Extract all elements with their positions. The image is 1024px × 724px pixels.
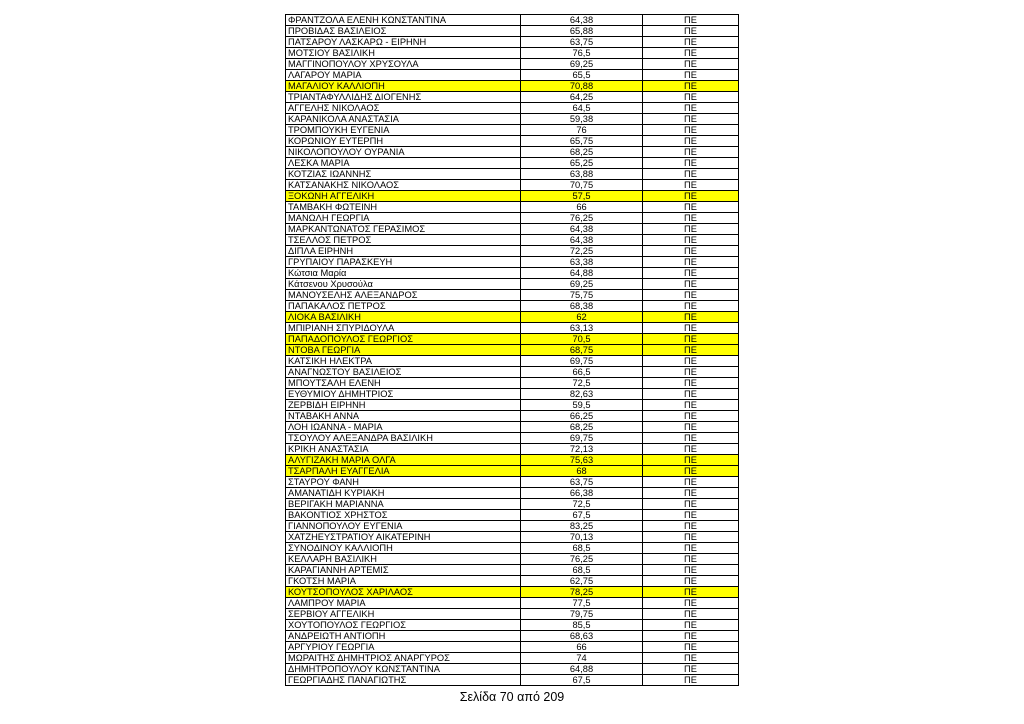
score-cell: 69,75: [521, 356, 643, 367]
results-table-body: [286, 15, 739, 686]
category-cell: ΠΕ: [643, 103, 739, 114]
name-cell: ΚΟΤΖΙΑΣ ΙΩΑΝΝΗΣ: [286, 169, 521, 180]
table-row-highlighted: [286, 466, 739, 477]
category-cell: ΠΕ: [643, 37, 739, 48]
category-cell: ΠΕ: [643, 312, 739, 323]
name-cell: ΚΟΡΩΝΙΟΥ ΕΥΤΕΡΠΗ: [286, 136, 521, 147]
name-cell: ΧΟΥΤΟΠΟΥΛΟΣ ΓΕΩΡΓΙΟΣ: [286, 620, 521, 631]
name-cell: ΑΛΥΓΙΖΑΚΗ ΜΑΡΙΑ ΟΛΓΑ: [286, 455, 521, 466]
name-cell: ΛΑΓΑΡΟΥ ΜΑΡΙΑ: [286, 70, 521, 81]
score-cell: 68,63: [521, 631, 643, 642]
category-cell: ΠΕ: [643, 257, 739, 268]
score-cell: 65,5: [521, 70, 643, 81]
name-cell: ΤΡΙΑΝΤΑΦΥΛΛΙΔΗΣ ΔΙΟΓΕΝΗΣ: [286, 92, 521, 103]
category-cell: ΠΕ: [643, 15, 739, 26]
category-cell: ΠΕ: [643, 92, 739, 103]
name-cell: ΦΡΑΝΤΖΟΛΑ ΕΛΕΝΗ ΚΩΝΣΤΑΝΤΙΝΑ: [286, 15, 521, 26]
table-row: [286, 499, 739, 510]
table-row: [286, 675, 739, 686]
score-cell: 65,75: [521, 136, 643, 147]
name-cell: ΖΕΡΒΙΔΗ ΕΙΡΗΝΗ: [286, 400, 521, 411]
category-cell: ΠΕ: [643, 125, 739, 136]
category-cell: ΠΕ: [643, 675, 739, 686]
table-row: [286, 422, 739, 433]
category-cell: ΠΕ: [643, 246, 739, 257]
name-cell: ΜΑΓΑΛΙΟΥ ΚΑΛΛΙΟΠΗ: [286, 81, 521, 92]
table-row: [286, 180, 739, 191]
table-row-highlighted: [286, 81, 739, 92]
name-cell: ΚΕΛΛΑΡΗ ΒΑΣΙΛΙΚΗ: [286, 554, 521, 565]
category-cell: ΠΕ: [643, 224, 739, 235]
score-cell: 70,75: [521, 180, 643, 191]
score-cell: 78,25: [521, 587, 643, 598]
table-row: [286, 565, 739, 576]
results-table: [285, 14, 739, 686]
category-cell: ΠΕ: [643, 378, 739, 389]
table-row: [286, 400, 739, 411]
score-cell: 74: [521, 653, 643, 664]
table-row: [286, 290, 739, 301]
category-cell: ΠΕ: [643, 444, 739, 455]
table-row: [286, 235, 739, 246]
score-cell: 76,5: [521, 48, 643, 59]
score-cell: 68,25: [521, 147, 643, 158]
category-cell: ΠΕ: [643, 455, 739, 466]
score-cell: 64,5: [521, 103, 643, 114]
score-cell: 75,75: [521, 290, 643, 301]
table-row-highlighted: [286, 312, 739, 323]
name-cell: ΒΑΚΟΝΤΙΟΣ ΧΡΗΣΤΟΣ: [286, 510, 521, 521]
score-cell: 66,38: [521, 488, 643, 499]
category-cell: ΠΕ: [643, 334, 739, 345]
score-cell: 63,75: [521, 477, 643, 488]
score-cell: 72,5: [521, 378, 643, 389]
name-cell: ΜΩΡΑΙΤΗΣ ΔΗΜΗΤΡΙΟΣ ΑΝΑΡΓΥΡΟΣ: [286, 653, 521, 664]
score-cell: 57,5: [521, 191, 643, 202]
category-cell: ΠΕ: [643, 70, 739, 81]
score-cell: 68,75: [521, 345, 643, 356]
table-row-highlighted: [286, 587, 739, 598]
score-cell: 72,5: [521, 499, 643, 510]
name-cell: Κώτσια Μαρία: [286, 268, 521, 279]
table-row: [286, 554, 739, 565]
table-row: [286, 367, 739, 378]
category-cell: ΠΕ: [643, 235, 739, 246]
table-row: [286, 257, 739, 268]
score-cell: 67,5: [521, 510, 643, 521]
category-cell: ΠΕ: [643, 323, 739, 334]
table-row: [286, 147, 739, 158]
name-cell: ΜΠΟΥΤΣΑΛΗ ΕΛΕΝΗ: [286, 378, 521, 389]
score-cell: 63,13: [521, 323, 643, 334]
table-row-highlighted: [286, 191, 739, 202]
score-cell: 68,5: [521, 565, 643, 576]
category-cell: ΠΕ: [643, 620, 739, 631]
table-row: [286, 301, 739, 312]
table-row: [286, 576, 739, 587]
category-cell: ΠΕ: [643, 532, 739, 543]
table-row: [286, 389, 739, 400]
category-cell: ΠΕ: [643, 631, 739, 642]
category-cell: ΠΕ: [643, 510, 739, 521]
score-cell: 79,75: [521, 609, 643, 620]
score-cell: 65,88: [521, 26, 643, 37]
table-row: [286, 378, 739, 389]
score-cell: 64,25: [521, 92, 643, 103]
category-cell: ΠΕ: [643, 169, 739, 180]
name-cell: ΑΡΓΥΡΙΟΥ ΓΕΩΡΓΙΑ: [286, 642, 521, 653]
name-cell: ΝΤΟΒΑ ΓΕΩΡΓΙΑ: [286, 345, 521, 356]
page-number-footer: Σελίδα 70 από 209: [459, 690, 565, 704]
name-cell: ΧΑΤΖΗΕΥΣΤΡΑΤΙΟΥ ΑΙΚΑΤΕΡΙΝΗ: [286, 532, 521, 543]
category-cell: ΠΕ: [643, 367, 739, 378]
score-cell: 67,5: [521, 675, 643, 686]
name-cell: ΜΠΙΡΙΑΝΗ ΣΠΥΡΙΔΟΥΛΑ: [286, 323, 521, 334]
score-cell: 72,13: [521, 444, 643, 455]
table-row-highlighted: [286, 455, 739, 466]
score-cell: 70,88: [521, 81, 643, 92]
category-cell: ΠΕ: [643, 653, 739, 664]
table-row: [286, 477, 739, 488]
category-cell: ΠΕ: [643, 202, 739, 213]
score-cell: 69,25: [521, 279, 643, 290]
score-cell: 85,5: [521, 620, 643, 631]
table-row: [286, 543, 739, 554]
category-cell: ΠΕ: [643, 345, 739, 356]
score-cell: 75,63: [521, 455, 643, 466]
table-row: [286, 202, 739, 213]
category-cell: ΠΕ: [643, 477, 739, 488]
category-cell: ΠΕ: [643, 389, 739, 400]
name-cell: Κάτσενου Χρυσούλα: [286, 279, 521, 290]
name-cell: ΓΕΩΡΓΙΑΔΗΣ ΠΑΝΑΓΙΩΤΗΣ: [286, 675, 521, 686]
table-row: [286, 279, 739, 290]
category-cell: ΠΕ: [643, 81, 739, 92]
table-row: [286, 411, 739, 422]
name-cell: ΞΟΚΩΝΗ ΑΓΓΕΛΙΚΗ: [286, 191, 521, 202]
table-row: [286, 488, 739, 499]
table-row: [286, 510, 739, 521]
score-cell: 63,88: [521, 169, 643, 180]
category-cell: ΠΕ: [643, 521, 739, 532]
name-cell: ΜΑΓΓΙΝΟΠΟΥΛΟΥ ΧΡΥΣΟΥΛΑ: [286, 59, 521, 70]
name-cell: ΠΑΠΑΔΟΠΟΥΛΟΣ ΓΕΩΡΓΙΟΣ: [286, 334, 521, 345]
category-cell: ΠΕ: [643, 290, 739, 301]
category-cell: ΠΕ: [643, 114, 739, 125]
category-cell: ΠΕ: [643, 499, 739, 510]
table-row: [286, 26, 739, 37]
category-cell: ΠΕ: [643, 609, 739, 620]
score-cell: 70,13: [521, 532, 643, 543]
name-cell: ΤΡΟΜΠΟΥΚΗ ΕΥΓΕΝΙΑ: [286, 125, 521, 136]
score-cell: 66: [521, 202, 643, 213]
name-cell: ΜΑΝΩΛΗ ΓΕΩΡΓΙΑ: [286, 213, 521, 224]
score-cell: 77,5: [521, 598, 643, 609]
name-cell: ΒΕΡΙΓΑΚΗ ΜΑΡΙΑΝΝΑ: [286, 499, 521, 510]
table-row: [286, 59, 739, 70]
category-cell: ΠΕ: [643, 191, 739, 202]
score-cell: 66: [521, 642, 643, 653]
table-row-highlighted: [286, 334, 739, 345]
category-cell: ΠΕ: [643, 59, 739, 70]
table-row: [286, 631, 739, 642]
category-cell: ΠΕ: [643, 543, 739, 554]
table-row: [286, 620, 739, 631]
name-cell: ΠΑΤΣΑΡΟΥ ΛΑΣΚΑΡΩ - ΕΙΡΗΝΗ: [286, 37, 521, 48]
category-cell: ΠΕ: [643, 587, 739, 598]
table-row: [286, 15, 739, 26]
table-row: [286, 653, 739, 664]
table-row: [286, 642, 739, 653]
name-cell: ΛΙΟΚΑ ΒΑΣΙΛΙΚΗ: [286, 312, 521, 323]
name-cell: ΑΝΔΡΕΙΩΤΗ ΑΝΤΙΟΠΗ: [286, 631, 521, 642]
table-row-highlighted: [286, 345, 739, 356]
table-row: [286, 48, 739, 59]
score-cell: 76: [521, 125, 643, 136]
score-cell: 63,75: [521, 37, 643, 48]
score-cell: 70,5: [521, 334, 643, 345]
score-cell: 68,5: [521, 543, 643, 554]
score-cell: 76,25: [521, 554, 643, 565]
score-cell: 68,38: [521, 301, 643, 312]
table-row: [286, 521, 739, 532]
category-cell: ΠΕ: [643, 642, 739, 653]
name-cell: ΓΡΥΠΑΙΟΥ ΠΑΡΑΣΚΕΥΗ: [286, 257, 521, 268]
score-cell: 69,25: [521, 59, 643, 70]
score-cell: 66,5: [521, 367, 643, 378]
table-row: [286, 609, 739, 620]
score-cell: 63,38: [521, 257, 643, 268]
table-row: [286, 444, 739, 455]
name-cell: ΤΣΟΥΛΟΥ ΑΛΕΞΑΝΔΡΑ ΒΑΣΙΛΙΚΗ: [286, 433, 521, 444]
name-cell: ΜΑΝΟΥΣΕΛΗΣ ΑΛΕΞΑΝΔΡΟΣ: [286, 290, 521, 301]
name-cell: ΛΟΗ ΙΩΑΝΝΑ - ΜΑΡΙΑ: [286, 422, 521, 433]
table-row: [286, 224, 739, 235]
score-cell: 68,25: [521, 422, 643, 433]
score-cell: 59,5: [521, 400, 643, 411]
table-row: [286, 664, 739, 675]
name-cell: ΚΑΡΑΓΙΑΝΝΗ ΑΡΤΕΜΙΣ: [286, 565, 521, 576]
score-cell: 69,75: [521, 433, 643, 444]
table-row: [286, 114, 739, 125]
category-cell: ΠΕ: [643, 554, 739, 565]
table-row: [286, 70, 739, 81]
name-cell: ΔΙΠΛΑ ΕΙΡΗΝΗ: [286, 246, 521, 257]
table-row: [286, 268, 739, 279]
table-row: [286, 92, 739, 103]
category-cell: ΠΕ: [643, 433, 739, 444]
name-cell: ΜΟΤΣΙΟΥ ΒΑΣΙΛΙΚΗ: [286, 48, 521, 59]
score-cell: 64,88: [521, 268, 643, 279]
name-cell: ΛΑΜΠΡΟΥ ΜΑΡΙΑ: [286, 598, 521, 609]
table-row: [286, 433, 739, 444]
name-cell: ΠΑΠΑΚΑΛΟΣ ΠΕΤΡΟΣ: [286, 301, 521, 312]
category-cell: ΠΕ: [643, 213, 739, 224]
name-cell: ΤΣΑΡΠΑΛΗ ΕΥΑΓΓΕΛΙΑ: [286, 466, 521, 477]
category-cell: ΠΕ: [643, 664, 739, 675]
category-cell: ΠΕ: [643, 488, 739, 499]
score-cell: 68: [521, 466, 643, 477]
name-cell: ΚΑΤΣΙΚΗ ΗΛΕΚΤΡΑ: [286, 356, 521, 367]
name-cell: ΕΥΘΥΜΙΟΥ ΔΗΜΗΤΡΙΟΣ: [286, 389, 521, 400]
score-cell: 64,38: [521, 15, 643, 26]
category-cell: ΠΕ: [643, 48, 739, 59]
category-cell: ΠΕ: [643, 301, 739, 312]
category-cell: ΠΕ: [643, 411, 739, 422]
name-cell: ΜΑΡΚΑΝΤΩΝΑΤΟΣ ΓΕΡΑΣΙΜΟΣ: [286, 224, 521, 235]
score-cell: 62,75: [521, 576, 643, 587]
table-row: [286, 356, 739, 367]
category-cell: ΠΕ: [643, 136, 739, 147]
score-cell: 64,88: [521, 664, 643, 675]
category-cell: ΠΕ: [643, 356, 739, 367]
table-row: [286, 103, 739, 114]
score-cell: 76,25: [521, 213, 643, 224]
score-cell: 62: [521, 312, 643, 323]
table-row: [286, 323, 739, 334]
table-row: [286, 136, 739, 147]
category-cell: ΠΕ: [643, 158, 739, 169]
score-cell: 64,38: [521, 235, 643, 246]
category-cell: ΠΕ: [643, 576, 739, 587]
category-cell: ΠΕ: [643, 422, 739, 433]
name-cell: ΛΕΣΚΑ ΜΑΡΙΑ: [286, 158, 521, 169]
name-cell: ΚΑΤΣΑΝΑΚΗΣ ΝΙΚΟΛΑΟΣ: [286, 180, 521, 191]
score-cell: 65,25: [521, 158, 643, 169]
name-cell: ΝΤΑΒΑΚΗ ΑΝΝΑ: [286, 411, 521, 422]
table-row: [286, 169, 739, 180]
name-cell: ΤΑΜΒΑΚΗ ΦΩΤΕΙΝΗ: [286, 202, 521, 213]
table-row: [286, 532, 739, 543]
name-cell: ΓΙΑΝΝΟΠΟΥΛΟΥ ΕΥΓΕΝΙΑ: [286, 521, 521, 532]
table-row: [286, 158, 739, 169]
name-cell: ΝΙΚΟΛΟΠΟΥΛΟΥ ΟΥΡΑΝΙΑ: [286, 147, 521, 158]
name-cell: ΠΡΟΒΙΔΑΣ ΒΑΣΙΛΕΙΟΣ: [286, 26, 521, 37]
table-row: [286, 598, 739, 609]
category-cell: ΠΕ: [643, 565, 739, 576]
table-row: [286, 125, 739, 136]
category-cell: ΠΕ: [643, 180, 739, 191]
score-cell: 72,25: [521, 246, 643, 257]
name-cell: ΚΟΥΤΣΟΠΟΥΛΟΣ ΧΑΡΙΛΑΟΣ: [286, 587, 521, 598]
name-cell: ΚΑΡΑΝΙΚΟΛΑ ΑΝΑΣΤΑΣΙΑ: [286, 114, 521, 125]
score-cell: 83,25: [521, 521, 643, 532]
category-cell: ΠΕ: [643, 279, 739, 290]
name-cell: ΓΚΟΤΣΗ ΜΑΡΙΑ: [286, 576, 521, 587]
name-cell: ΑΜΑΝΑΤΙΔΗ ΚΥΡΙΑΚΗ: [286, 488, 521, 499]
category-cell: ΠΕ: [643, 400, 739, 411]
score-cell: 59,38: [521, 114, 643, 125]
category-cell: ΠΕ: [643, 26, 739, 37]
name-cell: ΣΕΡΒΙΟΥ ΑΓΓΕΛΙΚΗ: [286, 609, 521, 620]
name-cell: ΑΝΑΓΝΩΣΤΟΥ ΒΑΣΙΛΕΙΟΣ: [286, 367, 521, 378]
name-cell: ΚΡΙΚΗ ΑΝΑΣΤΑΣΙΑ: [286, 444, 521, 455]
category-cell: ΠΕ: [643, 147, 739, 158]
score-cell: 66,25: [521, 411, 643, 422]
name-cell: ΣΤΑΥΡΟΥ ΦΑΝΗ: [286, 477, 521, 488]
table-row: [286, 213, 739, 224]
category-cell: ΠΕ: [643, 466, 739, 477]
name-cell: ΤΣΕΛΛΟΣ ΠΕΤΡΟΣ: [286, 235, 521, 246]
table-row: [286, 246, 739, 257]
score-cell: 64,38: [521, 224, 643, 235]
score-cell: 82,63: [521, 389, 643, 400]
table-row: [286, 37, 739, 48]
name-cell: ΣΥΝΟΔΙΝΟΥ ΚΑΛΛΙΟΠΗ: [286, 543, 521, 554]
name-cell: ΔΗΜΗΤΡΟΠΟΥΛΟΥ ΚΩΝΣΤΑΝΤΙΝΑ: [286, 664, 521, 675]
name-cell: ΑΓΓΕΛΗΣ ΝΙΚΟΛΑΟΣ: [286, 103, 521, 114]
category-cell: ΠΕ: [643, 268, 739, 279]
category-cell: ΠΕ: [643, 598, 739, 609]
